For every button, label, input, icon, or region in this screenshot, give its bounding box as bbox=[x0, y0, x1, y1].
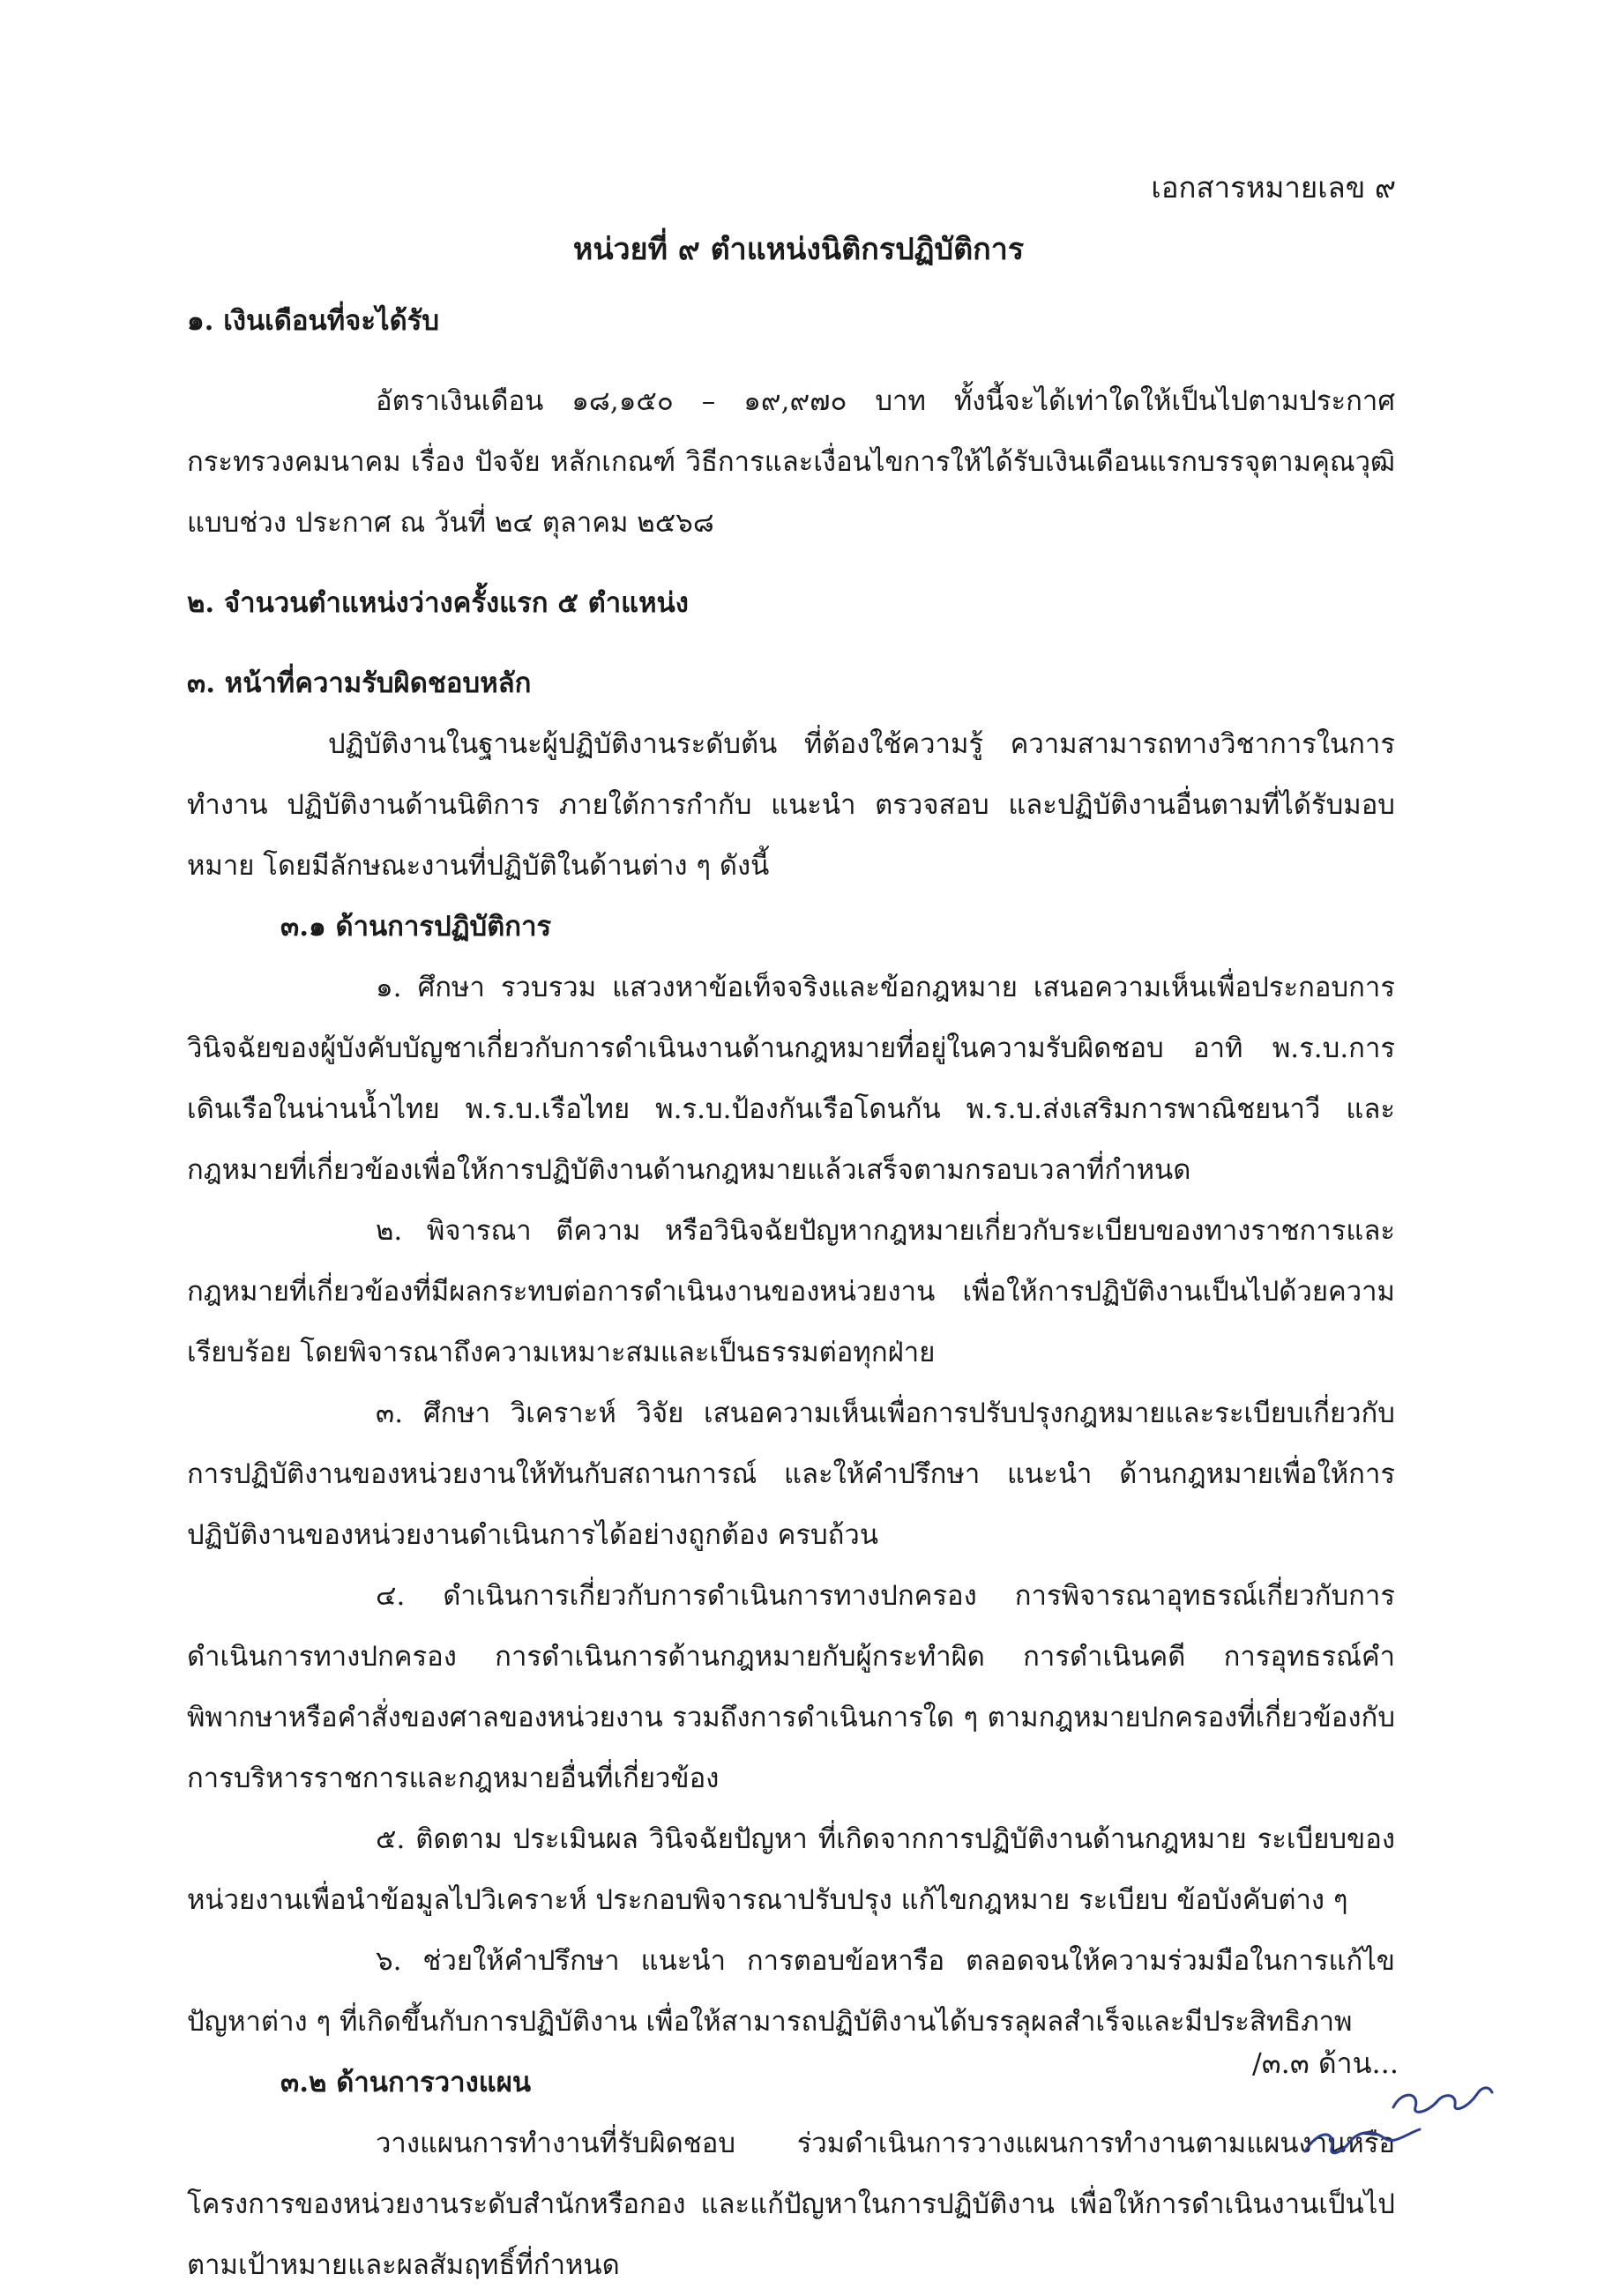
document-body bbox=[187, 291, 1395, 2296]
operations-item: ๒. พิจารณา ตีความ หรือวินิจฉัยปัญหากฎหมายเกี่ยวกับระเบียบของทางราชการและกฎหมายที่เกี่ยวข้องที่มีผลกระทบต่อการดำเนินงานของหน่วยงาน เพื่อให้การปฏิบัติงานเป็นไปด้วยความเรียบร้อย โดยพิจารณาถึงความเหมาะสมและเป็นธรรมต่อทุกฝ่าย bbox=[187, 1215, 1395, 1368]
operations-item: ๑. ศึกษา รวบรวม แสวงหาข้อเท็จจริงและข้อกฎหมาย เสนอความเห็นเพื่อประกอบการวินิจฉัยของผู้บังคับบัญชาเกี่ยวกับการดำเนินงานด้านกฎหมายที่อยู่ในความรับผิดชอบ อาทิ พ.ร.บ.การเดินเรือในน่านน้ำไทย พ.ร.บ.เรือไทย พ.ร.บ.ป้องกันเรือโดนกัน พ.ร.บ.ส่งเสริมการพาณิชยนาวี และกฎหมายที่เกี่ยวข้องเพื่อให้การปฏิบัติงานด้านกฎหมายแล้วเสร็จตามกรอบเวลาที่กำหนด bbox=[187, 972, 1395, 1186]
planning-heading: ๓.๒ ด้านการวางแผน bbox=[280, 2067, 532, 2098]
operations-heading: ๓.๑ ด้านการปฏิบัติการ bbox=[280, 911, 552, 943]
document-number: เอกสารหมายเลข ๙ bbox=[1151, 170, 1396, 205]
operations-item: ๔. ดำเนินการเกี่ยวกับการดำเนินการทางปกครอง การพิจารณาอุทธรณ์เกี่ยวกับการดำเนินการทางปกครอง การดำเนินการด้านกฎหมายกับผู้กระทำผิด การดำเนินคดี การอุทธรณ์คำพิพากษาหรือคำสั่งของศาลของหน่วยงาน รวมถึงการดำเนินการใด ๆ ตามกฎหมายปกครองที่เกี่ยวข้องกับการบริหารราชการและกฎหมายอื่นที่เกี่ยวข้อง bbox=[187, 1580, 1395, 1794]
continuation-marker: /๓.๓ ด้าน... bbox=[1252, 2046, 1399, 2080]
salary-heading: ๑. เงินเดือนที่จะได้รับ bbox=[187, 305, 440, 337]
duties-heading: ๓. หน้าที่ความรับผิดชอบหลัก bbox=[187, 667, 532, 699]
salary-text: อัตราเงินเดือน ๑๘,๑๕๐ – ๑๙,๙๗๐ บาท ทั้งนี้จะได้เท่าใดให้เป็นไปตามประกาศกระทรวงคมนาคม เรื่อง ปัจจัย หลักเกณฑ์ วิธีการและเงื่อนไขการให้ได้รับเงินเดือนแรกบรรจุตามคุณวุฒิแบบช่วง ประกาศ ณ วันที่ ๒๔ ตุลาคม ๒๕๖๘ bbox=[187, 385, 1395, 539]
duties-intro: ปฏิบัติงานในฐานะผู้ปฏิบัติงานระดับต้น ที่ต้องใช้ความรู้ ความสามารถทางวิชาการในการทำงาน ปฏิบัติงานด้านนิติการ ภายใต้การกำกับ แนะนำ ตรวจสอบ และปฏิบัติงานอื่นตามที่ได้รับมอบหมาย โดยมีลักษณะงานที่ปฏิบัติในด้านต่าง ๆ ดังนี้ bbox=[187, 728, 1395, 882]
operations-item: ๕. ติดตาม ประเมินผล วินิจฉัยปัญหา ที่เกิดจากการปฏิบัติงานด้านกฎหมาย ระเบียบของหน่วยงานเพื่อนำข้อมูลไปวิเคราะห์ ประกอบพิจารณาปรับปรุง แก้ไขกฎหมาย ระเบียบ ข้อบังคับต่าง ๆ bbox=[187, 1823, 1395, 1916]
signature-mark bbox=[1287, 2068, 1499, 2165]
planning-text: วางแผนการทำงานที่รับผิดชอบ ร่วมดำเนินการวางแผนการทำงานตามแผนงานหรือโครงการของหน่วยงานระดับสำนักหรือกอง และแก้ปัญหาในการปฏิบัติงาน เพื่อให้การดำเนินงานเป็นไปตามเป้าหมายและผลสัมฤทธิ์ที่กำหนด bbox=[187, 2128, 1395, 2281]
operations-item: ๓. ศึกษา วิเคราะห์ วิจัย เสนอความเห็นเพื่อการปรับปรุงกฎหมายและระเบียบเกี่ยวกับการปฏิบัติงานของหน่วยงานให้ทันกับสถานการณ์ และให้คำปรึกษา แนะนำ ด้านกฎหมายเพื่อให้การปฏิบัติงานของหน่วยงานดำเนินการได้อย่างถูกต้อง ครบถ้วน bbox=[187, 1398, 1395, 1551]
operations-item: ๖. ช่วยให้คำปรึกษา แนะนำ การตอบข้อหารือ ตลอดจนให้ความร่วมมือในการแก้ไขปัญหาต่าง ๆ ที่เกิดขึ้นกับการปฏิบัติงาน เพื่อให้สามารถปฏิบัติงานได้บรรลุผลสำเร็จและมีประสิทธิภาพ bbox=[187, 1945, 1395, 2038]
vacancy-heading: ๒. จำนวนตำแหน่งว่างครั้งแรก ๕ ตำแหน่ง bbox=[187, 587, 689, 619]
page-title: หน่วยที่ ๙ ตำแหน่งนิติกรปฏิบัติการ bbox=[572, 232, 1025, 267]
